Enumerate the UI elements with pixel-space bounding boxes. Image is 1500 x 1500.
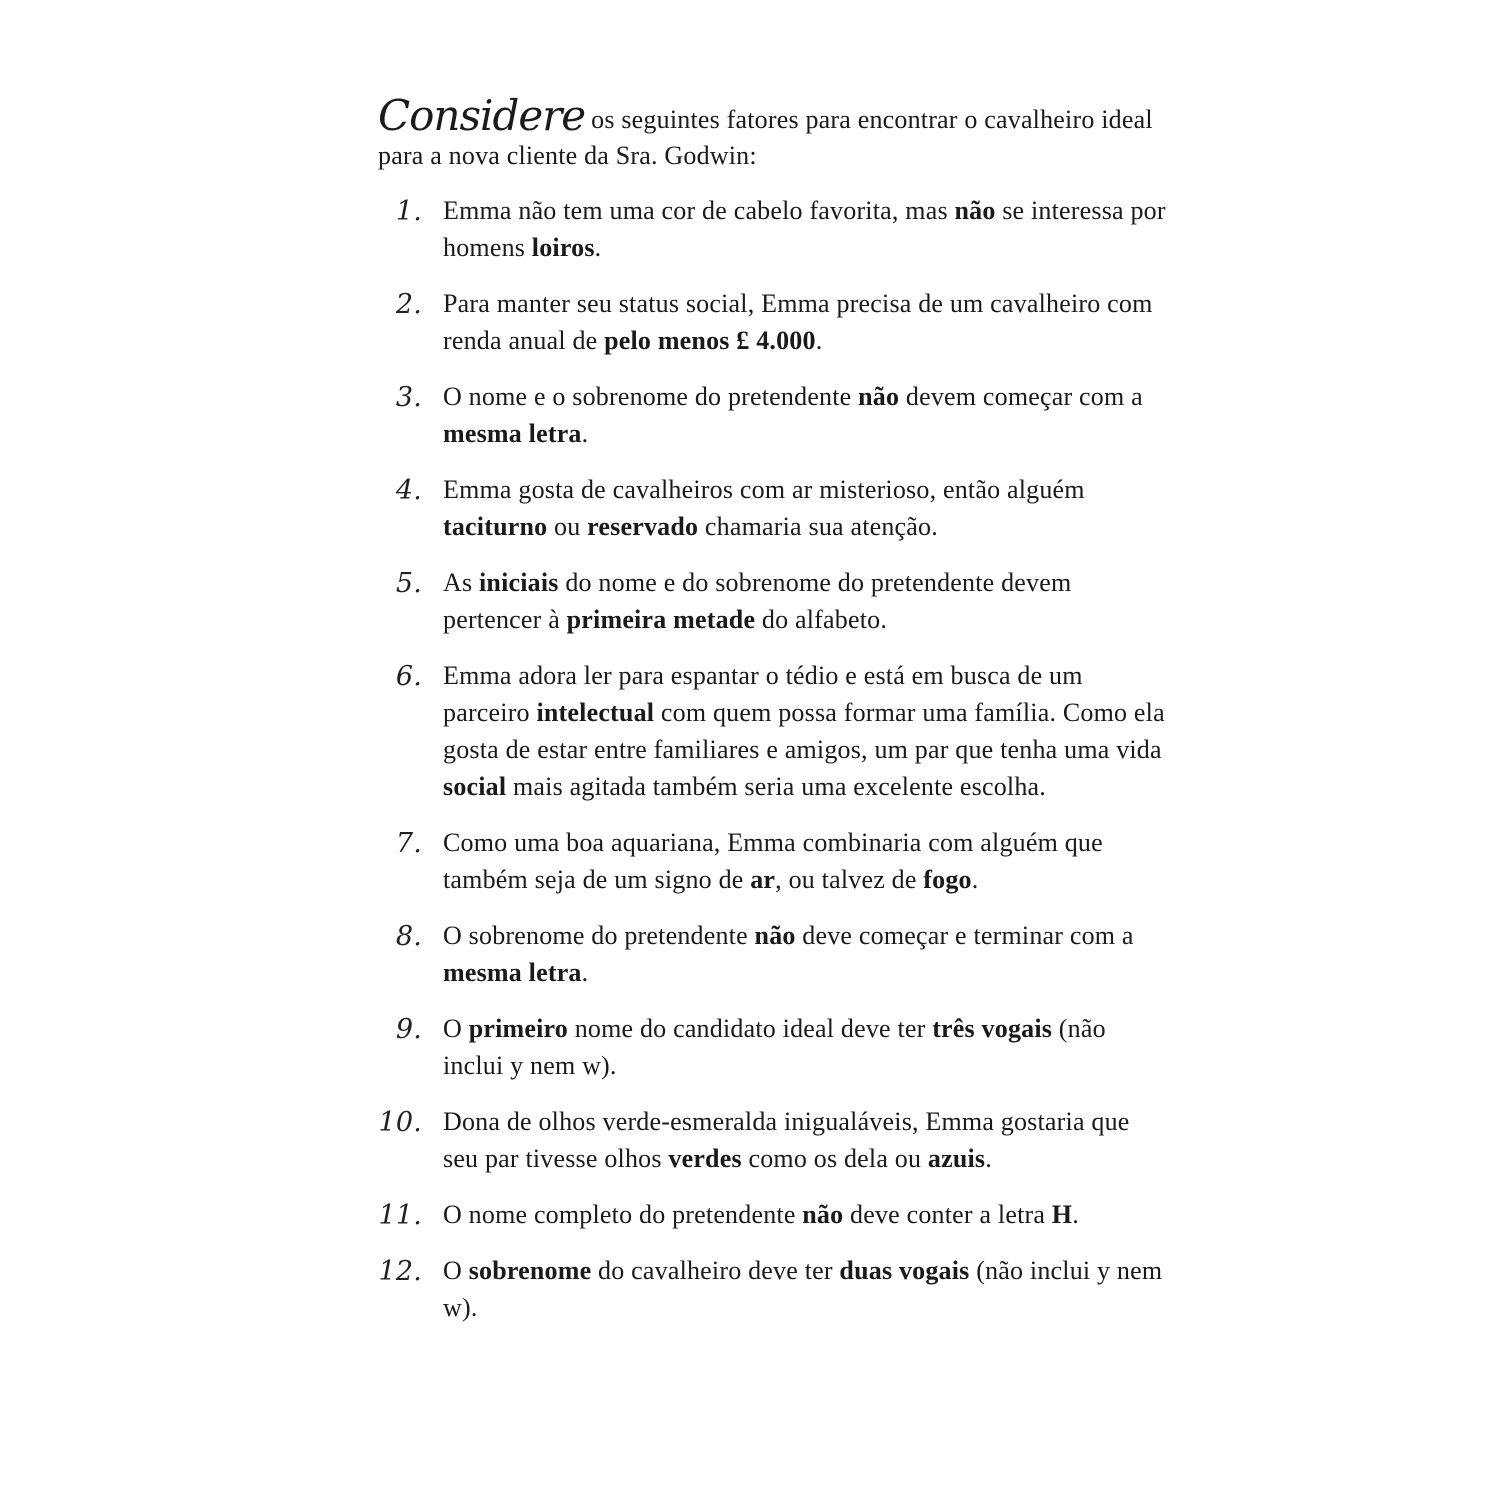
factor-item — [378, 824, 1168, 898]
factor-text-segment: . — [815, 326, 823, 355]
factor-text — [443, 921, 1134, 987]
factor-item — [378, 1010, 1168, 1084]
factor-item — [378, 564, 1168, 638]
factor-number: 5. — [395, 568, 422, 599]
factor-text — [443, 1107, 1130, 1173]
emphasis-text: mesma letra — [443, 419, 582, 448]
factor-text-segment: . — [594, 233, 602, 262]
factor-text-segment: . — [1072, 1200, 1079, 1229]
emphasis-text: duas vogais — [839, 1256, 970, 1285]
emphasis-text: primeira metade — [566, 605, 756, 634]
factor-text-segment: , ou talvez de — [775, 865, 924, 894]
factor-text-segment: deve começar e terminar com a — [795, 921, 1134, 950]
factor-text-segment: O sobrenome do pretendente — [443, 921, 755, 950]
emphasis-text: três vogais — [932, 1014, 1053, 1043]
factor-number: 7. — [395, 828, 422, 859]
emphasis-text: mesma letra — [443, 958, 582, 987]
emphasis-text: fogo — [923, 865, 972, 894]
factor-text — [443, 289, 1153, 355]
factor-text-segment: com quem possa formar uma família. Como ela gosta de estar entre familiares e amigos, um par que tenha uma vida — [443, 698, 1165, 764]
emphasis-text: não — [754, 921, 796, 950]
factor-text-segment: (não inclui y nem w). — [443, 1014, 1106, 1080]
factor-text — [443, 661, 1165, 801]
factor-number: 9. — [395, 1014, 422, 1045]
factor-text-segment: mais agitada também seria uma excelente escolha. — [506, 772, 1046, 801]
factor-text-segment: O nome completo do pretendente — [443, 1200, 803, 1229]
factor-item — [378, 1103, 1168, 1177]
factor-item — [378, 471, 1168, 545]
factor-text-segment: como os dela ou — [741, 1144, 928, 1173]
factor-text-segment: Para manter seu status social, Emma precisa de um cavalheiro com renda anual de — [443, 289, 1153, 355]
factor-text — [443, 475, 1085, 541]
emphasis-text: não — [802, 1200, 844, 1229]
factor-number: 10. — [378, 1107, 422, 1138]
factor-item — [378, 378, 1168, 452]
factor-text-segment: . — [581, 958, 589, 987]
emphasis-text: verdes — [668, 1144, 742, 1173]
emphasis-text: não — [858, 382, 900, 411]
factor-number: 6. — [395, 661, 422, 692]
emphasis-text: não — [954, 196, 996, 225]
factor-item — [378, 1196, 1168, 1233]
factor-number: 4. — [395, 475, 422, 506]
factor-number: 3. — [395, 382, 422, 413]
emphasis-text: azuis — [927, 1144, 986, 1173]
factor-text-segment: . — [581, 419, 589, 448]
factor-text-segment: Dona de olhos verde-esmeralda inigualáveis, Emma gostaria que seu par tivesse olhos — [443, 1107, 1130, 1173]
emphasis-text: H — [1051, 1200, 1073, 1229]
factor-number: 11. — [378, 1200, 422, 1231]
emphasis-text: intelectual — [536, 698, 655, 727]
factor-text — [443, 1200, 1079, 1229]
factor-item — [378, 285, 1168, 359]
factor-list — [378, 192, 1168, 1326]
factor-text-segment: . — [985, 1144, 992, 1173]
document-page — [378, 91, 1168, 1345]
factor-text-segment: O — [443, 1256, 469, 1285]
factor-text-segment: O nome e o sobrenome do pretendente — [443, 382, 859, 411]
factor-text-segment: se interessa por homens — [443, 196, 1166, 262]
factor-item — [378, 192, 1168, 266]
intro-text: os seguintes fatores para encontrar o cavalheiro ideal para a nova cliente da Sra. Godwin: — [378, 105, 1153, 170]
factor-text-segment: As — [443, 568, 479, 597]
factor-text — [443, 1256, 1162, 1322]
emphasis-text: reservado — [587, 512, 699, 541]
emphasis-text: sobrenome — [468, 1256, 592, 1285]
factor-text-segment: deve conter a letra — [843, 1200, 1052, 1229]
factor-text — [443, 196, 1166, 262]
emphasis-text: iniciais — [479, 568, 559, 597]
emphasis-text: loiros — [531, 233, 595, 262]
factor-item — [378, 1252, 1168, 1326]
factor-text-segment: Emma não tem uma cor de cabelo favorita, mas — [443, 196, 955, 225]
intro-paragraph — [378, 91, 1168, 174]
factor-text-segment: Emma adora ler para espantar o tédio e está em busca de um parceiro — [443, 661, 1083, 727]
factor-item — [378, 917, 1168, 991]
factor-number: 12. — [378, 1256, 422, 1287]
emphasis-text: pelo menos £ 4.000 — [604, 326, 816, 355]
factor-text — [443, 568, 1071, 634]
factor-text-segment: Como uma boa aquariana, Emma combinaria com alguém que também seja de um signo de — [443, 828, 1103, 894]
emphasis-text: primeiro — [468, 1014, 569, 1043]
factor-text-segment: (não inclui y nem w). — [443, 1256, 1163, 1322]
factor-text — [443, 1014, 1106, 1080]
intro-lead-word: Considere — [378, 91, 586, 140]
emphasis-text: taciturno — [443, 512, 548, 541]
factor-text-segment: do nome e do sobrenome do pretendente devem pertencer à — [443, 568, 1072, 634]
factor-number: 1. — [395, 196, 422, 227]
factor-text-segment: do alfabeto. — [755, 605, 888, 634]
factor-text-segment: O — [443, 1014, 469, 1043]
factor-text — [443, 828, 1103, 894]
emphasis-text: social — [443, 772, 507, 801]
factor-number: 2. — [395, 289, 422, 320]
emphasis-text: ar — [750, 865, 776, 894]
factor-text-segment: Emma gosta de cavalheiros com ar misterioso, então alguém — [443, 475, 1085, 504]
factor-text-segment: . — [971, 865, 979, 894]
factor-text — [443, 382, 1143, 448]
factor-text-segment: ou — [547, 512, 588, 541]
factor-item — [378, 657, 1168, 805]
factor-text-segment: chamaria sua atenção. — [698, 512, 938, 541]
factor-text-segment: do cavalheiro deve ter — [591, 1256, 840, 1285]
factor-text-segment: nome do candidato ideal deve ter — [568, 1014, 933, 1043]
factor-number: 8. — [395, 921, 422, 952]
factor-text-segment: devem começar com a — [899, 382, 1143, 411]
